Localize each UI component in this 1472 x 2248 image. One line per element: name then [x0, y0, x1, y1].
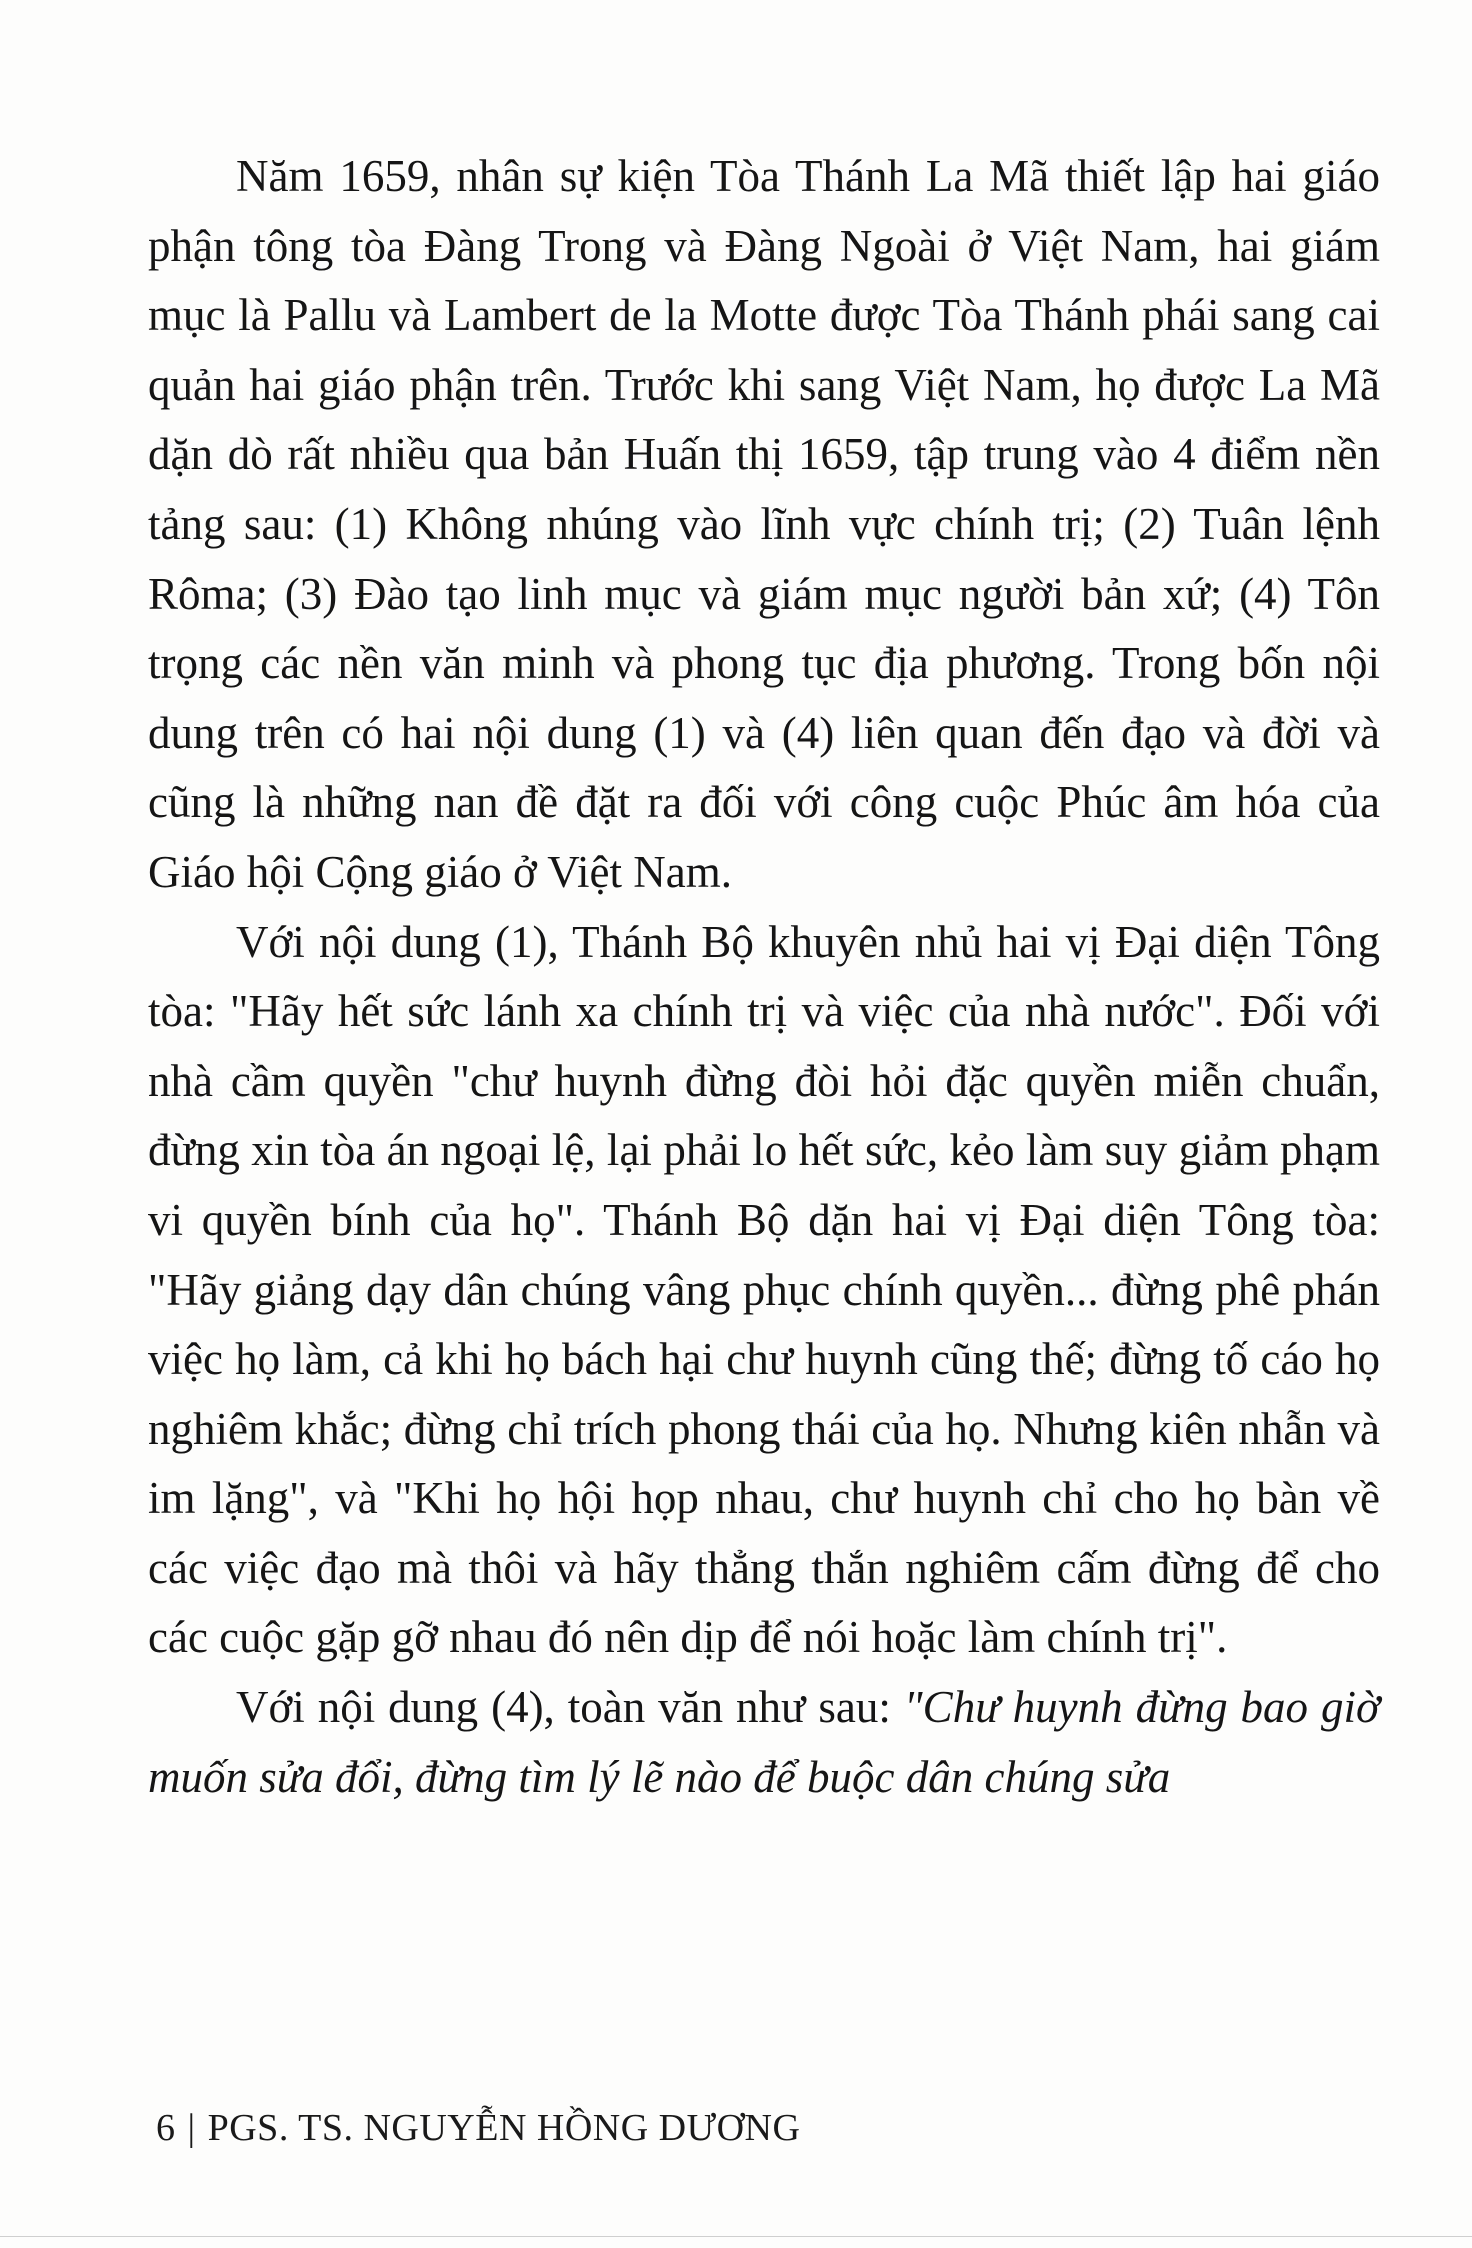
footer-author: PGS. TS. NGUYỄN HỒNG DƯƠNG: [207, 2107, 801, 2149]
paragraph-3: [148, 1673, 1380, 1812]
paragraph-1: Năm 1659, nhân sự kiện Tòa Thánh La Mã thiết lập hai giáo phận tông tòa Đàng Trong và Đàng Ngoài ở Việt Nam, hai giám mục là Pallu và Lambert de la Motte được Tòa Thánh phái sang cai quản hai giáo phận trên. Trước khi sang Việt Nam, họ được La Mã dặn dò rất nhiều qua bản Huấn thị 1659, tập trung vào 4 điểm nền tảng sau: (1) Không nhúng vào lĩnh vực chính trị; (2) Tuân lệnh Rôma; (3) Đào tạo linh mục và giám mục người bản xứ; (4) Tôn trọng các nền văn minh và phong tục địa phương. Trong bốn nội dung trên có hai nội dung (1) và (4) liên quan đến đạo và đời và cũng là những nan đề đặt ra đối với công cuộc Phúc âm hóa của Giáo hội Cộng giáo ở Việt Nam.: [148, 151, 1380, 897]
page-bottom-edge: [0, 2236, 1472, 2237]
body-text: [148, 142, 1380, 1812]
paragraph-3-quote: "Chư huynh đừng bao giờ muốn sửa đổi, đừng tìm lý lẽ nào để buộc dân chúng sửa: [148, 1682, 1380, 1802]
footer-separator: |: [187, 2107, 196, 2149]
paragraph-2: Với nội dung (1), Thánh Bộ khuyên nhủ hai vị Đại diện Tông tòa: "Hãy hết sức lánh xa chính trị và việc của nhà nước". Đối với nhà cầm quyền "chư huynh đừng đòi hỏi đặc quyền miễn chuẩn, đừng xin tòa án ngoại lệ, lại phải lo hết sức, kẻo làm suy giảm phạm vi quyền bính của họ". Thánh Bộ dặn hai vị Đại diện Tông tòa: "Hãy giảng dạy dân chúng vâng phục chính quyền... đừng phê phán việc họ làm, cả khi họ bách hại chư huynh cũng thế; đừng tố cáo họ nghiêm khắc; đừng chỉ trích phong thái của họ. Nhưng kiên nhẫn và im lặng", và "Khi họ hội họp nhau, chư huynh chỉ cho họ bàn về các việc đạo mà thôi và hãy thẳng thắn nghiêm cấm đừng để cho các cuộc gặp gỡ nhau đó nên dịp để nói hoặc làm chính trị".: [148, 916, 1380, 1663]
page-footer: [156, 2106, 800, 2150]
paragraph-3-lead: Với nội dung (4), toàn văn như sau:: [236, 1682, 904, 1733]
page-number: 6: [156, 2107, 176, 2149]
